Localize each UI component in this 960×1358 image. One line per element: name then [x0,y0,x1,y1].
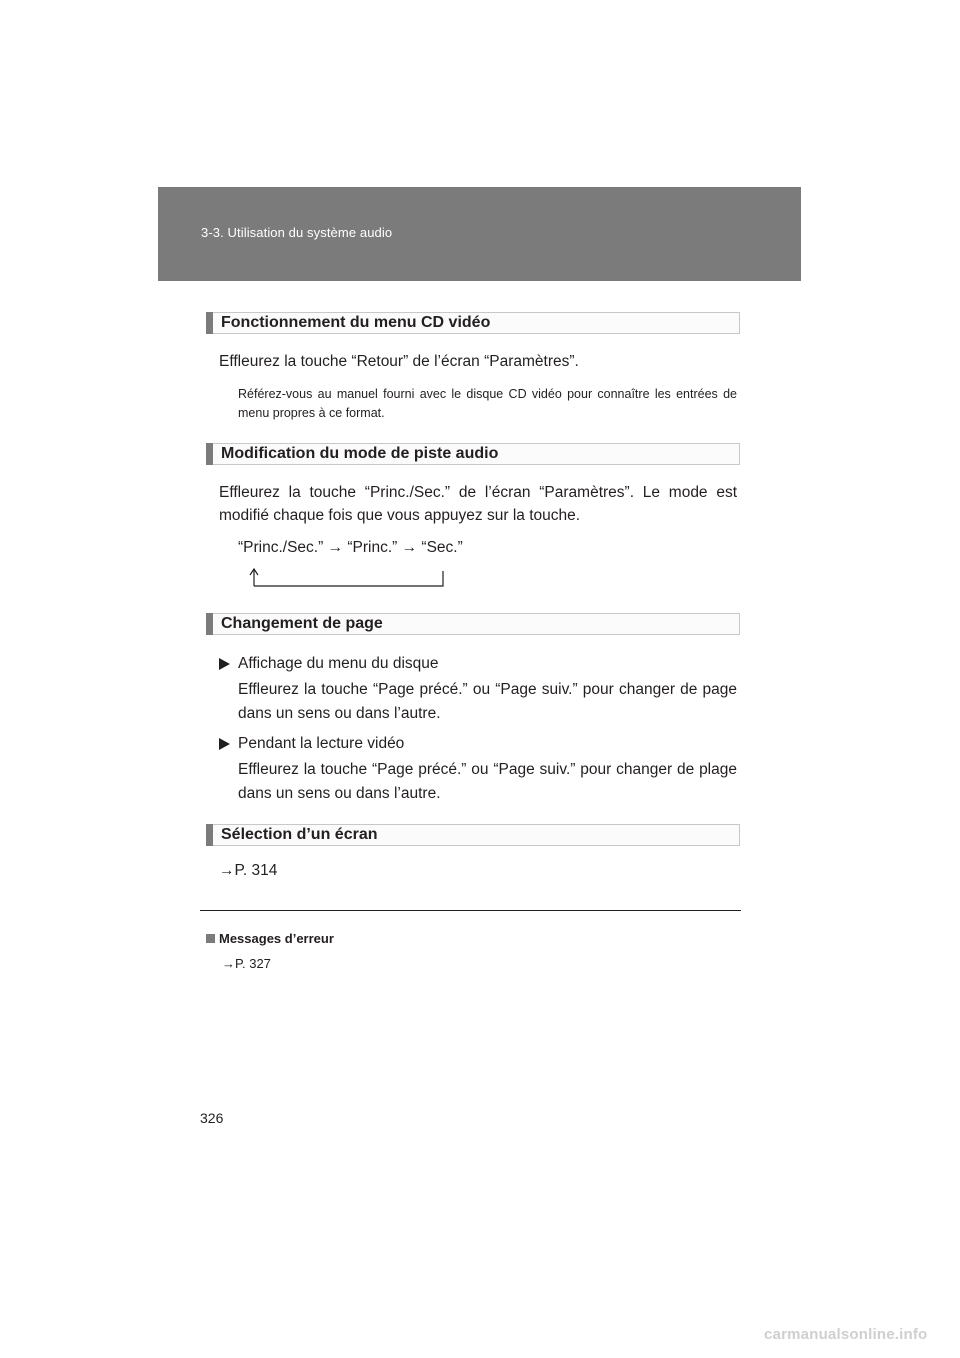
page-number: 326 [200,1110,224,1126]
loop-arrow-icon [247,565,447,587]
bullet-text: Effleurez la touche “Page précé.” ou “Page suiv.” pour changer de plage dans un sens ou dans l’autre. [238,761,737,802]
section-text: Effleurez la touche “Retour” de l’écran “Paramètres”. [219,353,579,370]
section-title: Sélection d’un écran [221,826,378,843]
watermark: carmanualsonline.info [764,1326,928,1343]
section-heading-screen-select [206,824,740,846]
bullet-text: Effleurez la touche “Page précé.” ou “Page suiv.” pour changer de page dans un sens ou dans l’autre. [238,681,737,722]
section-accent [206,824,213,846]
section-accent [206,443,213,465]
section-note: Référez-vous au manuel fourni avec le disque CD vidéo pour connaître les entrées de menu propres à ce format. [238,387,737,420]
section-title: Changement de page [221,615,383,632]
chapter-title: 3-3. Utilisation du système audio [201,225,393,240]
bullet-heading: Affichage du menu du disque [238,655,439,672]
error-page-reference: →P. 327 [222,956,271,971]
bullet-item [219,652,737,726]
bullet-heading: Pendant la lecture vidéo [238,735,405,752]
divider [200,910,741,911]
section-heading-cd-menu [206,312,740,334]
error-messages-heading [206,931,334,946]
chapter-header-band [158,187,801,281]
section-heading-page-change [206,613,740,635]
bullet-item [219,732,737,806]
triangle-bullet-icon [219,658,230,670]
square-bullet-icon [206,934,215,943]
section-title: Fonctionnement du menu CD vidéo [221,314,491,331]
section-accent [206,312,213,334]
section-heading-audio-track [206,443,740,465]
section-text: Effleurez la touche “Princ./Sec.” de l’écran “Paramètres”. Le mode est modifié chaque fois que vous appuyez sur la touche. [219,484,737,524]
section-title: Modification du mode de piste audio [221,445,499,462]
mode-sequence: “Princ./Sec.” → “Princ.” → “Sec.” [238,539,463,556]
section-accent [206,613,213,635]
triangle-bullet-icon [219,738,230,750]
page-reference: →P. 314 [219,862,278,879]
error-title: Messages d’erreur [219,931,334,946]
